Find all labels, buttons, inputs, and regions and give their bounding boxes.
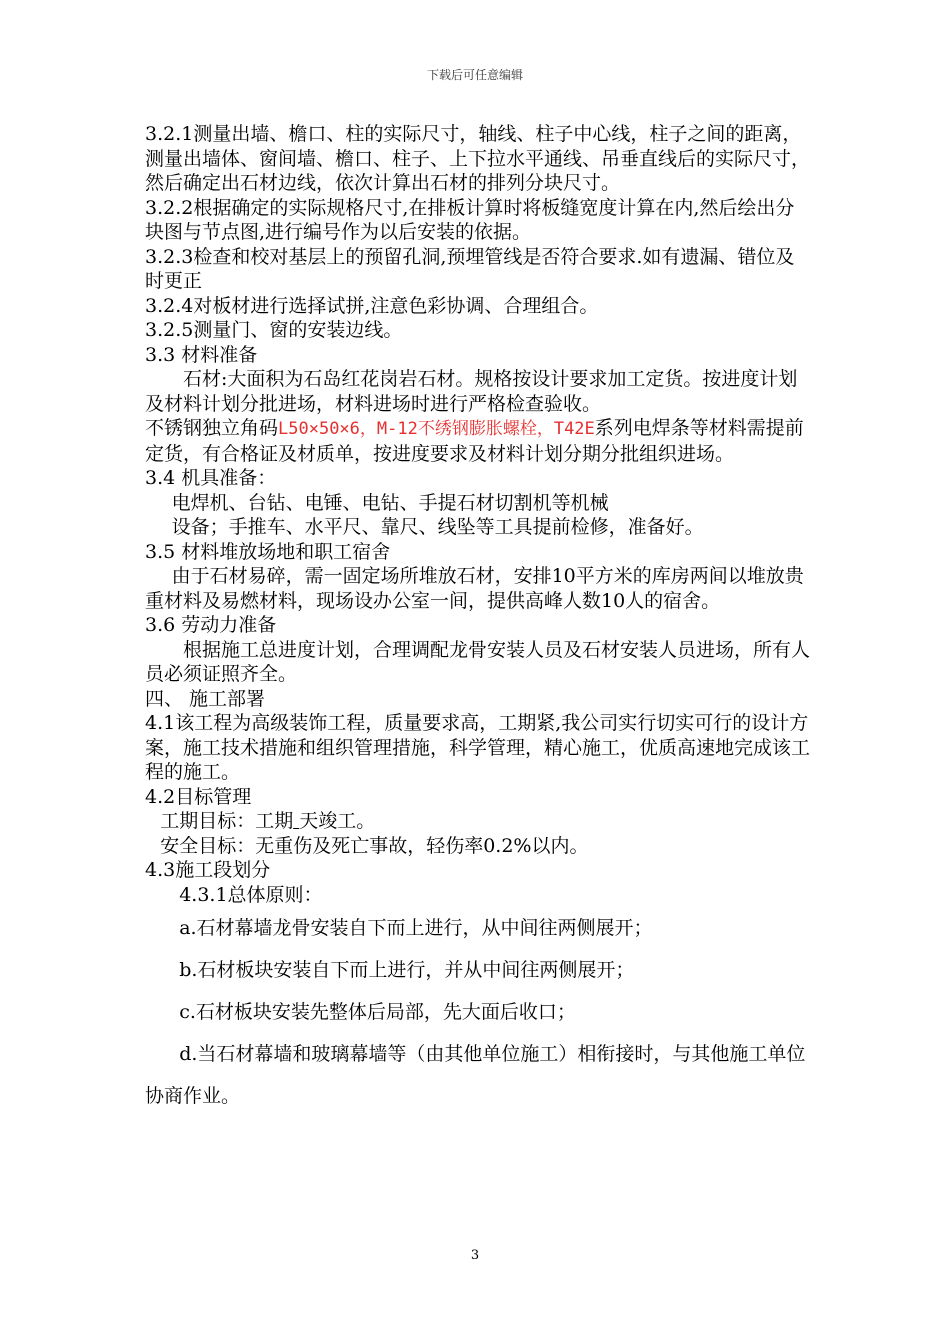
- paragraph-3-4-machines: 电焊机、台钻、电锤、电钻、手提石材切割机等机械: [171, 491, 609, 514]
- paragraph-3-3-steel: [145, 416, 810, 466]
- paragraph-3-5: 由于石材易碎，需一固定场所堆放石材，安排10平方米的库房两间以堆放贵重材料及易燃材料，现场设办公室一间，提供高峰人数10人的宿舍。: [145, 565, 804, 612]
- heading-3-4: 3.4 机具准备：: [145, 467, 277, 489]
- paragraph-3-2-5: 3.2.5测量门、窗的安装边线。: [145, 319, 403, 341]
- heading-3-5: 3.5 材料堆放场地和职工宿舍: [145, 540, 391, 563]
- heading-3-3: 3.3 材料准备: [145, 343, 258, 366]
- steel-text-end: 系列电焊条等材料需提前定货，有合格证及材质单，按进度要求及材料计划分期分批组织进场。: [145, 417, 804, 465]
- schedule-target-label: 工期目标：工期: [160, 810, 294, 832]
- principle-item-c: c.石材板块安装先整体后局部，先大面后收口；: [179, 1001, 576, 1023]
- page-header: 下载后可任意编辑: [426, 68, 523, 82]
- schedule-target-end: 天竣工。: [299, 810, 376, 832]
- red-spec-text: L50×50×6，M-12不绣钢膨胀螺栓，T42E: [278, 419, 595, 439]
- principle-item-b: b.石材板块安装自下而上进行，并从中间往两侧展开；: [179, 959, 635, 981]
- safety-target: 安全目标：无重伤及死亡事故，轻伤率0.2%以内。: [160, 834, 589, 857]
- heading-4-2: 4.2目标管理: [145, 785, 252, 808]
- document-body: [145, 122, 810, 1117]
- paragraph-3-2-1: 3.2.1测量出墙、檐口、柱的实际尺寸，轴线、柱子中心线，柱子之间的距离，测量出墙体、窗间墙、檐口、柱子、上下拉水平通线、吊垂直线后的实际尺寸，然后确定出石材边线，依次计算出石材的排列分块尺寸。: [145, 123, 811, 194]
- schedule-target: [145, 809, 810, 834]
- paragraph-3-6: 根据施工总进度计划，合理调配龙骨安装人员及石材安装人员进场，所有人员必须证照齐全。: [145, 638, 811, 685]
- paragraph-3-2-2: 3.2.2根据确定的实际规格尺寸,在排板计算时将板缝宽度计算在内,然后绘出分块图与节点图,进行编号作为以后安装的依据。: [145, 196, 795, 243]
- heading-4-3-1: 4.3.1总体原则：: [179, 883, 323, 906]
- heading-3-6: 3.6 劳动力准备: [145, 614, 277, 636]
- principle-item-d: d.当石材幕墙和玻璃幕墙等（由其他单位施工）相衔接时，与其他施工单位协商作业。: [145, 1043, 806, 1107]
- steel-text-start: 不锈钢独立角码: [145, 417, 279, 439]
- page-number: 3: [470, 1248, 480, 1263]
- paragraph-3-2-4: 3.2.4对板材进行选择试拼,注意色彩协调、合理组合。: [145, 294, 599, 317]
- paragraph-3-4-tools: 设备；手推车、水平尺、靠尺、线坠等工具提前检修，准备好。: [171, 516, 704, 538]
- heading-4-3: 4.3施工段划分: [145, 859, 271, 881]
- paragraph-4-1: 4.1该工程为高级装饰工程，质量要求高，工期紧,我公司实行切实可行的设计方案，施工技术措施和组织管理措施，科学管理，精心施工，优质高速地完成该工程的施工。: [145, 712, 811, 783]
- paragraph-3-3-stone: 石材:大面积为石岛红花岗岩石材。规格按设计要求加工定货。按进度计划及材料计划分批进场，材料进场时进行严格检查验收。: [145, 368, 798, 415]
- paragraph-3-2-3: 3.2.3检查和校对基层上的预留孔洞,预埋管线是否符合要求.如有遗漏、错位及时更正: [145, 245, 795, 292]
- heading-4: 四、 施工部署: [145, 687, 266, 710]
- principle-item-a: a.石材幕墙龙骨安装自下而上进行，从中间往两侧展开；: [179, 917, 653, 939]
